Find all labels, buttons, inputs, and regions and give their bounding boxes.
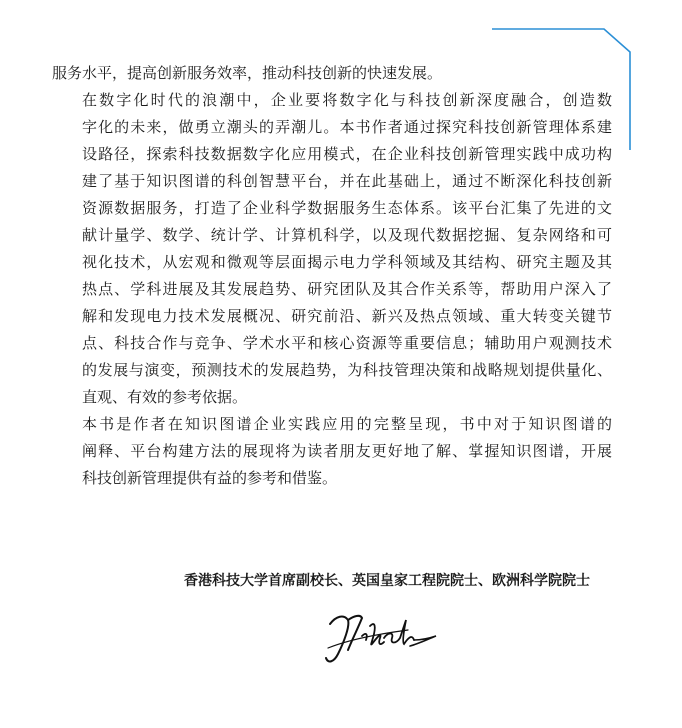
paragraph-1 (52, 60, 612, 87)
text-line: 本书是作者在知识图谱企业实践应用的完整呈现，书中对于知识图谱的 (82, 415, 612, 433)
text-line: 热点、学科进展及其发展趋势、研究团队及其合作关系等，帮助用户深入了 (82, 280, 612, 298)
text-line: 字化的未来，做勇立潮头的弄潮儿。本书作者通过探究科技创新管理体系建 (82, 118, 612, 136)
text-line: 的发展与演变，预测技术的发展趋势，为科技管理决策和战略规划提供量化、 (82, 361, 612, 379)
text-line: 服务水平，提高创新服务效率，推动科技创新的快速发展。 (52, 64, 443, 82)
paragraph-2 (52, 87, 612, 411)
text-line: 资源数据服务，打造了企业科学数据服务生态体系。该平台汇集了先进的文 (82, 199, 612, 217)
handwritten-signature (318, 606, 448, 670)
author-affiliation: 香港科技大学首席副校长、英国皇家工程院院士、欧洲科学院院士 (184, 573, 590, 589)
text-line: 设路径，探索科技数据数字化应用模式，在企业科技创新管理实践中成功构 (82, 145, 612, 163)
text-line: 点、科技合作与竞争、学术水平和核心资源等重要信息；辅助用户观测技术 (82, 334, 612, 352)
text-line: 直观、有效的参考依据。 (82, 388, 248, 406)
body-text (52, 60, 612, 492)
text-line: 建了基于知识图谱的科创智慧平台，并在此基础上，通过不断深化科技创新 (82, 172, 612, 190)
text-line: 献计量学、数学、统计学、计算机科学，以及现代数据挖掘、复杂网络和可 (82, 226, 612, 244)
text-line: 解和发现电力技术发展概况、研究前沿、新兴及热点领域、重大转变关键节 (82, 307, 612, 325)
text-line: 在数字化时代的浪潮中，企业要将数字化与科技创新深度融合，创造数 (82, 91, 612, 109)
text-line: 视化技术，从宏观和微观等层面揭示电力学科领域及其结构、研究主题及其 (82, 253, 612, 271)
text-line: 科技创新管理提供有益的参考和借鉴。 (82, 469, 338, 487)
text-line: 阐释、平台构建方法的展现将为读者朋友更好地了解、掌握知识图谱，开展 (82, 442, 612, 460)
paragraph-3 (52, 411, 612, 492)
